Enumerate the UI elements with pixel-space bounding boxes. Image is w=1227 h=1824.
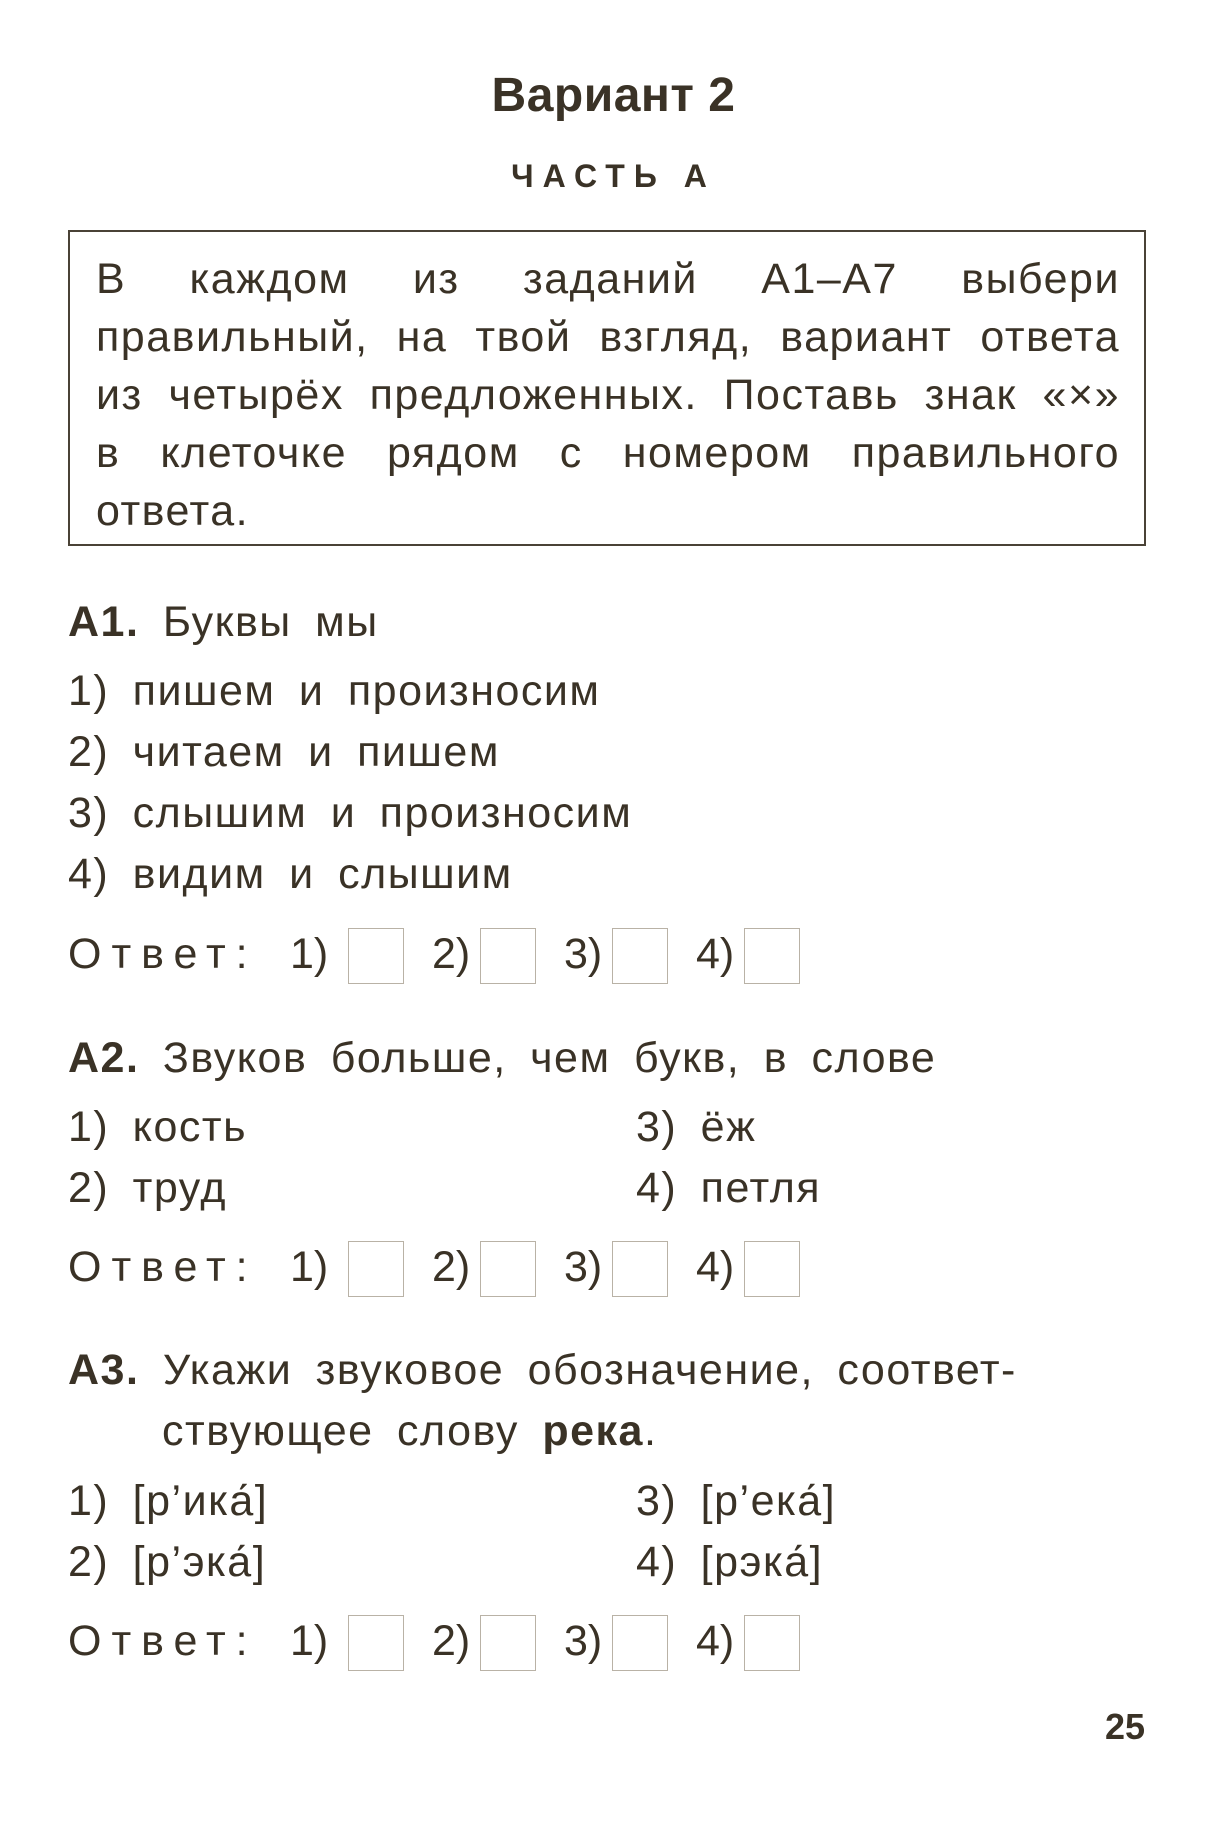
option-a1-1: 1) пишем и произносим (68, 667, 601, 715)
option-a3-4: 4) [рэка́] (636, 1538, 824, 1586)
question-number: А3. (68, 1346, 140, 1394)
answer-option-2-label: 2) (432, 1617, 471, 1665)
question-a1 (68, 598, 1158, 647)
answer-option-4-label: 4) (696, 1243, 735, 1291)
option-a2-4: 4) петля (636, 1164, 822, 1212)
instruction-box: В каждом из заданий А1–А7 выбери правильный, на твой взгляд, вариант ответа из четырёх предложенных. Поставь знак «×» в клеточке рядом с номером правильного ответа. (68, 230, 1146, 546)
option-a1-3: 3) слышим и произносим (68, 789, 633, 837)
option-a1-2: 2) читаем и пишем (68, 728, 500, 776)
answer-checkbox-3[interactable] (612, 928, 668, 984)
option-a3-3: 3) [р’ека́] (636, 1477, 837, 1525)
answer-option-1-label: 1) (290, 1617, 329, 1665)
question-text-line1: Укажи звуковое обозначение, соответ- (162, 1346, 1017, 1394)
question-text-line2: ствующее слову (162, 1407, 543, 1455)
answer-checkbox-1[interactable] (348, 1241, 404, 1297)
answer-option-3-label: 3) (564, 930, 603, 978)
answer-option-4-label: 4) (696, 1617, 735, 1665)
option-a3-2: 2) [р’эка́] (68, 1538, 267, 1586)
answer-option-2-label: 2) (432, 930, 471, 978)
question-a3-line2 (162, 1407, 657, 1456)
answer-checkbox-4[interactable] (744, 928, 800, 984)
page-title: Вариант 2 (491, 69, 736, 122)
page-number: 25 (1104, 1706, 1145, 1747)
part-heading: ЧАСТЬ А (511, 158, 716, 194)
question-text-end: . (643, 1407, 658, 1455)
answer-checkbox-2[interactable] (480, 1615, 536, 1671)
answer-checkbox-3[interactable] (612, 1615, 668, 1671)
option-a2-2: 2) труд (68, 1164, 227, 1212)
answer-label: Ответ: (68, 1617, 258, 1665)
answer-option-1-label: 1) (290, 1243, 329, 1291)
question-text: Буквы мы (162, 598, 379, 646)
question-number: А1. (68, 598, 140, 646)
question-a2 (68, 1034, 1158, 1083)
question-number: А2. (68, 1034, 140, 1082)
question-a3 (68, 1346, 1158, 1395)
answer-checkbox-1[interactable] (348, 928, 404, 984)
option-a1-4: 4) видим и слышим (68, 850, 513, 898)
option-a2-3: 3) ёж (636, 1103, 757, 1151)
answer-option-4-label: 4) (696, 930, 735, 978)
answer-checkbox-2[interactable] (480, 1241, 536, 1297)
answer-option-3-label: 3) (564, 1617, 603, 1665)
option-a3-1: 1) [р’ика́] (68, 1477, 269, 1525)
answer-option-1-label: 1) (290, 930, 329, 978)
answer-checkbox-4[interactable] (744, 1615, 800, 1671)
answer-label: Ответ: (68, 930, 258, 978)
option-a2-1: 1) кость (68, 1103, 247, 1151)
answer-option-2-label: 2) (432, 1243, 471, 1291)
answer-checkbox-1[interactable] (348, 1615, 404, 1671)
keyword-reka: река (542, 1407, 644, 1455)
answer-label: Ответ: (68, 1243, 258, 1291)
answer-checkbox-4[interactable] (744, 1241, 800, 1297)
question-text: Звуков больше, чем букв, в слове (162, 1034, 937, 1082)
answer-checkbox-2[interactable] (480, 928, 536, 984)
answer-checkbox-3[interactable] (612, 1241, 668, 1297)
answer-option-3-label: 3) (564, 1243, 603, 1291)
